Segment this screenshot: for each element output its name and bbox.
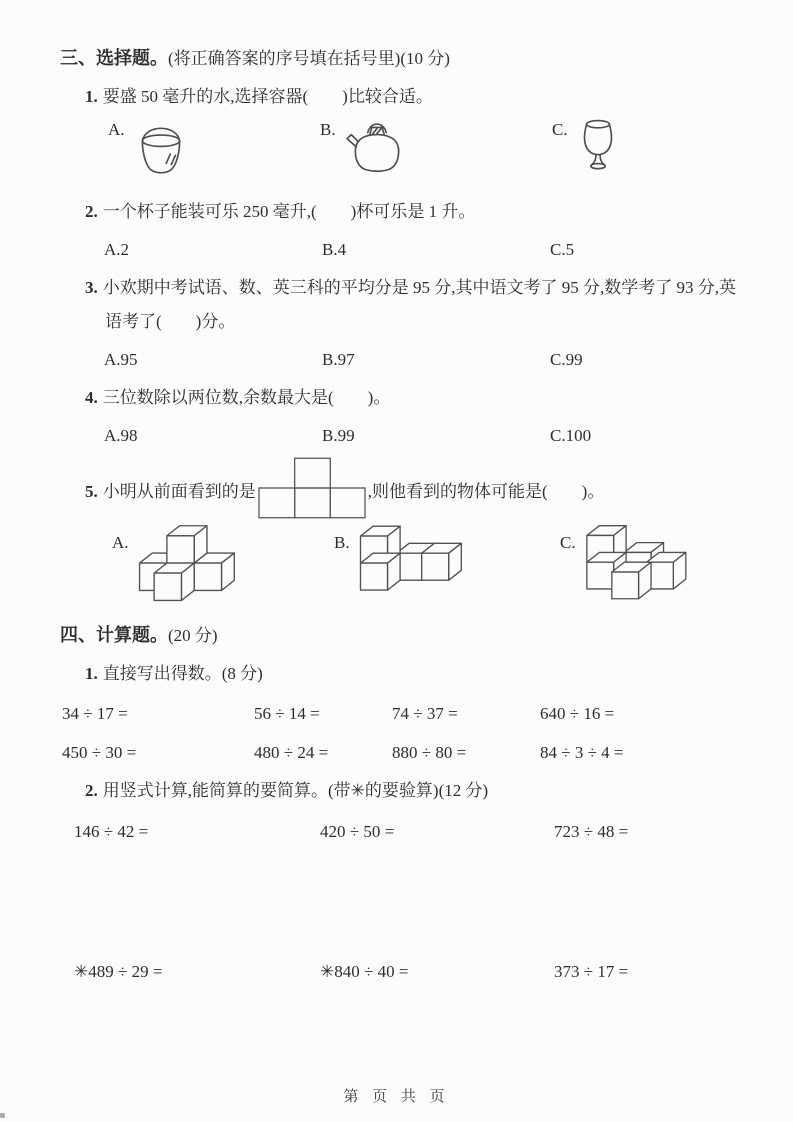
option-label: A. <box>108 120 125 139</box>
question-2-options <box>104 238 743 262</box>
expression: 84 ÷ 3 ÷ 4 = <box>540 743 624 762</box>
question-4-options <box>104 424 743 448</box>
question-5-options <box>112 523 743 605</box>
expression: ✳840 ÷ 40 = <box>320 962 409 981</box>
expression: 420 ÷ 50 = <box>320 822 395 841</box>
question-2-number: 2. <box>85 202 98 221</box>
option-a <box>112 523 334 605</box>
option-b: B.99 <box>322 426 355 445</box>
question-5-text-after: ,则他看到的物体可能是( )。 <box>367 482 605 501</box>
bucket-icon <box>132 118 190 180</box>
expression: 480 ÷ 24 = <box>254 743 329 762</box>
option-b <box>320 118 552 178</box>
question-3-number: 3. <box>85 278 98 297</box>
option-b <box>334 523 560 605</box>
question-1-number: 1. <box>85 87 98 106</box>
option-c <box>560 523 743 605</box>
option-a: A.95 <box>104 350 138 369</box>
question-1-options <box>108 118 743 186</box>
option-b: B.4 <box>322 240 347 259</box>
option-c <box>552 118 743 178</box>
wine-glass-icon <box>575 118 621 178</box>
option-label: A. <box>112 533 129 552</box>
expression: 74 ÷ 37 = <box>392 704 458 723</box>
option-c: C.99 <box>550 350 583 369</box>
calc-part1-text: 直接写出得数。 <box>102 664 222 683</box>
question-2-text: 一个杯子能装可乐 250 毫升,( )杯可乐是 1 升。 <box>102 202 476 221</box>
question-5 <box>85 457 743 519</box>
cube-arrangement-b-icon <box>356 523 464 605</box>
kettle-icon <box>343 118 411 178</box>
section-calc-heading <box>60 623 743 648</box>
question-1-text: 要盛 50 毫升的水,选择容器( )比较合适。 <box>102 87 433 106</box>
section-choice-heading <box>60 46 743 71</box>
question-4-text: 三位数除以两位数,余数最大是( )。 <box>102 388 391 407</box>
calc-part2-points: (带✳的要验算)(12 分) <box>328 781 489 800</box>
section-calc-note: (20 分) <box>168 626 218 645</box>
cube-arrangement-a-icon <box>135 523 237 605</box>
question-3 <box>85 271 743 339</box>
option-label: B. <box>334 533 350 552</box>
expression: ✳489 ÷ 29 = <box>74 962 163 981</box>
option-c: C.100 <box>550 426 592 445</box>
expression: 880 ÷ 80 = <box>392 743 467 762</box>
cube-arrangement-c-icon <box>582 523 688 605</box>
question-5-text-before: 小明从前面看到的是 <box>102 482 256 501</box>
expression: 723 ÷ 48 = <box>554 822 629 841</box>
calc-part1-number: 1. <box>85 664 98 683</box>
question-4 <box>85 381 743 415</box>
question-2 <box>85 195 743 229</box>
calc-part1-points: (8 分) <box>221 664 263 683</box>
calc-part1-title <box>85 661 743 687</box>
calc-part2-number: 2. <box>85 781 98 800</box>
option-c: C.5 <box>550 240 575 259</box>
option-label: B. <box>320 120 336 139</box>
question-1 <box>85 80 743 114</box>
vertical-calc-row-2 <box>74 960 743 984</box>
page-footer: 第 页 共 页 <box>343 1089 450 1105</box>
section-calc-title: 四、计算题。 <box>60 625 168 645</box>
section-choice-title: 三、选择题。 <box>60 48 168 68</box>
question-3-options <box>104 348 743 372</box>
t-tetromino-shape <box>258 457 366 519</box>
direct-calc-row-1 <box>62 702 743 726</box>
scan-artifact-mark <box>0 1113 5 1118</box>
direct-calc-row-2 <box>62 741 743 765</box>
calc-part2-text: 用竖式计算,能简算的要简算。 <box>102 781 328 800</box>
expression: 146 ÷ 42 = <box>74 822 149 841</box>
question-3-text: 小欢期中考试语、数、英三科的平均分是 95 分,其中语文考了 95 分,数学考了 93 分,英语考了( )分。 <box>102 278 736 331</box>
calc-part2-title <box>85 778 743 804</box>
vertical-calc-row-1 <box>74 820 743 844</box>
expression: 34 ÷ 17 = <box>62 704 128 723</box>
expression: 640 ÷ 16 = <box>540 704 615 723</box>
question-5-number: 5. <box>85 482 98 501</box>
option-label: C. <box>560 533 576 552</box>
option-a: A.2 <box>104 240 130 259</box>
option-a <box>108 118 320 180</box>
expression: 450 ÷ 30 = <box>62 743 137 762</box>
expression: 56 ÷ 14 = <box>254 704 320 723</box>
section-choice-note: (将正确答案的序号填在括号里)(10 分) <box>168 49 450 68</box>
option-b: B.97 <box>322 350 355 369</box>
question-4-number: 4. <box>85 388 98 407</box>
expression: 373 ÷ 17 = <box>554 962 629 981</box>
option-a: A.98 <box>104 426 138 445</box>
option-label: C. <box>552 120 568 139</box>
